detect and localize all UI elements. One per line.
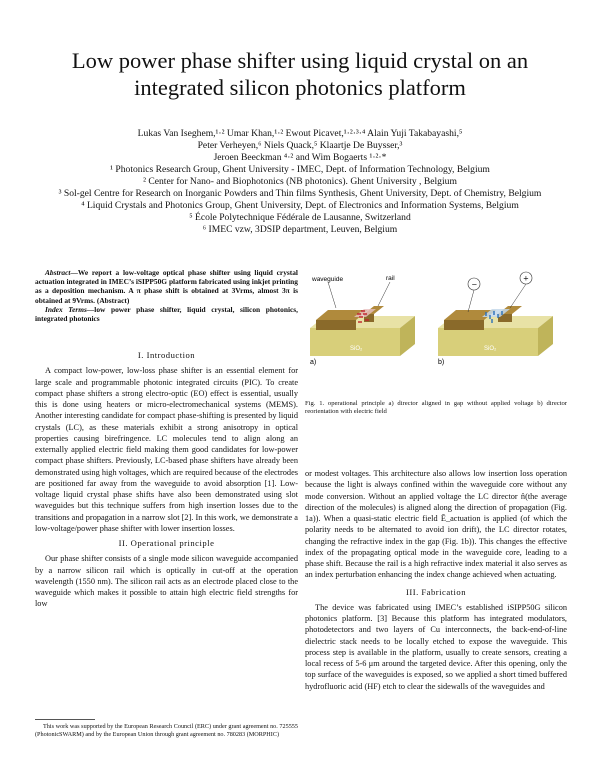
abstract-text: We report a low-voltage optical phase shifter using liquid crystal actuation integrated in IMEC’s iSIPP50G platform fabricated using inkjet printing as a deposition mechanism. A π phase shift is obtained at 3Vrms, almost 3π is obtained at 9Vrms. (Abstract) [35,268,298,305]
svg-text:+: + [523,274,529,283]
footnote-divider [35,719,95,720]
left-column [35,346,298,610]
label-panel-a: a) [310,359,317,366]
figure-1 [310,270,558,366]
figure-caption: Fig. 1. operational principle a) director aligned in gap without applied voltage b) director reorientation with electric field [305,400,567,416]
label-waveguide: waveguide [312,276,344,283]
abstract-label: Abstract— [45,268,78,277]
funding-footnote: This work was supported by the European Research Council (ERC) under grant agreement no. 725555 (PhotonicSWARM) and by the European Union through grant agreement no. 780283 (MORPHIC) [35,723,298,738]
affiliation: ⁵ École Polytechnique Fédérale de Lausanne, Switzerland [189,212,411,223]
right-column [305,468,567,692]
title-line-2: integrated silicon photonics platform [134,75,466,100]
affiliation: ¹ Photonics Research Group, Ghent University - IMEC, Dept. of Information Technology, Belgium [110,164,490,175]
abstract [35,268,298,323]
affiliation: ⁴ Liquid Crystals and Photonics Group, Ghent University, Dept. of Electronics and Information Systems, Belgium [81,200,519,211]
label-rail: rail [386,275,395,282]
figure-panel-a [310,275,415,366]
author-line-1: Lukas Van Iseghem,¹·² Umar Khan,¹·² Ewout Picavet,¹·²·³·⁴ Alain Yuji Takabayashi,⁵ [137,128,463,139]
affiliation: ³ Sol-gel Centre for Research on Inorganic Powders and Thin films Synthesis, Ghent University, Dept. of Chemistry, Belgium [58,188,542,199]
affiliation: ² Center for Nano- and Biophotonics (NB photonics). Ghent University , Belgium [143,176,457,187]
section-heading-introduction: I. Introduction [137,350,196,360]
operational-paragraph-continued: or modest voltages. This architecture also allows low insertion loss operation because the light is always confined within the waveguide core without any mode conversion. Without an applied voltage the LC director n̂(the average direction of the molecules) is aligned along the direction of propagation (Fig. 1a)). When a quasi-static electric field Ē_actuation is applied (of which the polarity needs to be alternated to avoid ion drift), the LC director rotates, changing the refractive index in the gap (Fig. 1b)). This changes the effective index of the propagating optical mode in the waveguide core, leading to a phase shift. Because the rail is a high refractive index material it also serves as an index perturbation enhancing the index change achieved when actuating. [305,469,567,580]
fabrication-paragraph: The device was fabricated using IMEC’s established iSIPP50G silicon photonics platform. [3] Because this platform has integrated modulators, photodetectors and two layers of Cu interconnects, the back-end-of-line dielectric stack needs to be locally etched to expose the waveguide. This process step is available in the platform, usually to create sensors, creating a local recess of 5-6 μm around the targeted device. After this opening, only the top surface of the waveguides is exposed, so we applied a short timed buffered hydrofluoric acid (HF) etch to clear the sidewalls of the waveguides and [305,602,567,691]
section-heading-fabrication: III. Fabrication [405,586,467,597]
title-line-1: Low power phase shifter using liquid crystal on an [71,48,529,73]
author-line-2: Peter Verheyen,⁶ Niels Quack,⁵ Klaartje De Buysser,³ [197,140,403,151]
paper-title [20,47,580,101]
label-sio2-b: SiO₂ [484,346,497,352]
svg-text:−: − [471,280,478,289]
affiliation: ⁶ IMEC vzw, 3DSIP department, Leuven, Belgium [202,224,398,235]
section-heading-operational-principle: II. Operational principle [118,538,215,548]
label-panel-b: b) [438,359,445,366]
label-sio2-a: SiO₂ [350,346,363,352]
index-terms-text: low power phase shifter, liquid crystal, silicon photonics, integrated photonics [35,304,298,324]
figure-panel-b [438,272,553,366]
operational-paragraph: Our phase shifter consists of a single mode silicon waveguide accompanied by a narrow silicon rail which is optically in cut-off at the operation wavelength (1550 nm). The silicon rail acts as an electrode placed close to the waveguide which makes it possible to attain high electric field strengths for low [35,554,298,609]
index-terms-label: Index Terms— [45,304,95,314]
author-block [0,128,600,236]
author-line-3: Jeroen Beeckman ⁴·² and Wim Bogaerts ¹·²·* [213,152,387,163]
intro-paragraph: A compact low-power, low-loss phase shifter is an essential element for large scale and programmable photonic integrated circuits (PIC). To create compact phase shifters a strong electro-optic (EO) effect is essential, usually this is done using heaters or micro-electromechanical systems (MEMS). Another interesting candidate for compact phase-shifting is presented by liquid crystals (LC), as these materials exhibit a strong anisotropy in optical properties causing birefringence. LC molecules tend to align along an externally applied electric field making them good candidates for low-power compact phase shifters. Previously, LC-based phase shifters have already been demonstrated using high voltages, which are required because of the electrodes are positioned far away from the waveguide to avoid absorption [1]. Low-voltage liquid crystal phase shifts have also been demonstrated using slot waveguides but this technique suffers from high insertion losses due to the transitions and propagation in a narrow slot [2]. In this work, we demonstrate a low-voltage/power phase shifter with lower insertion losses. [35,366,298,533]
